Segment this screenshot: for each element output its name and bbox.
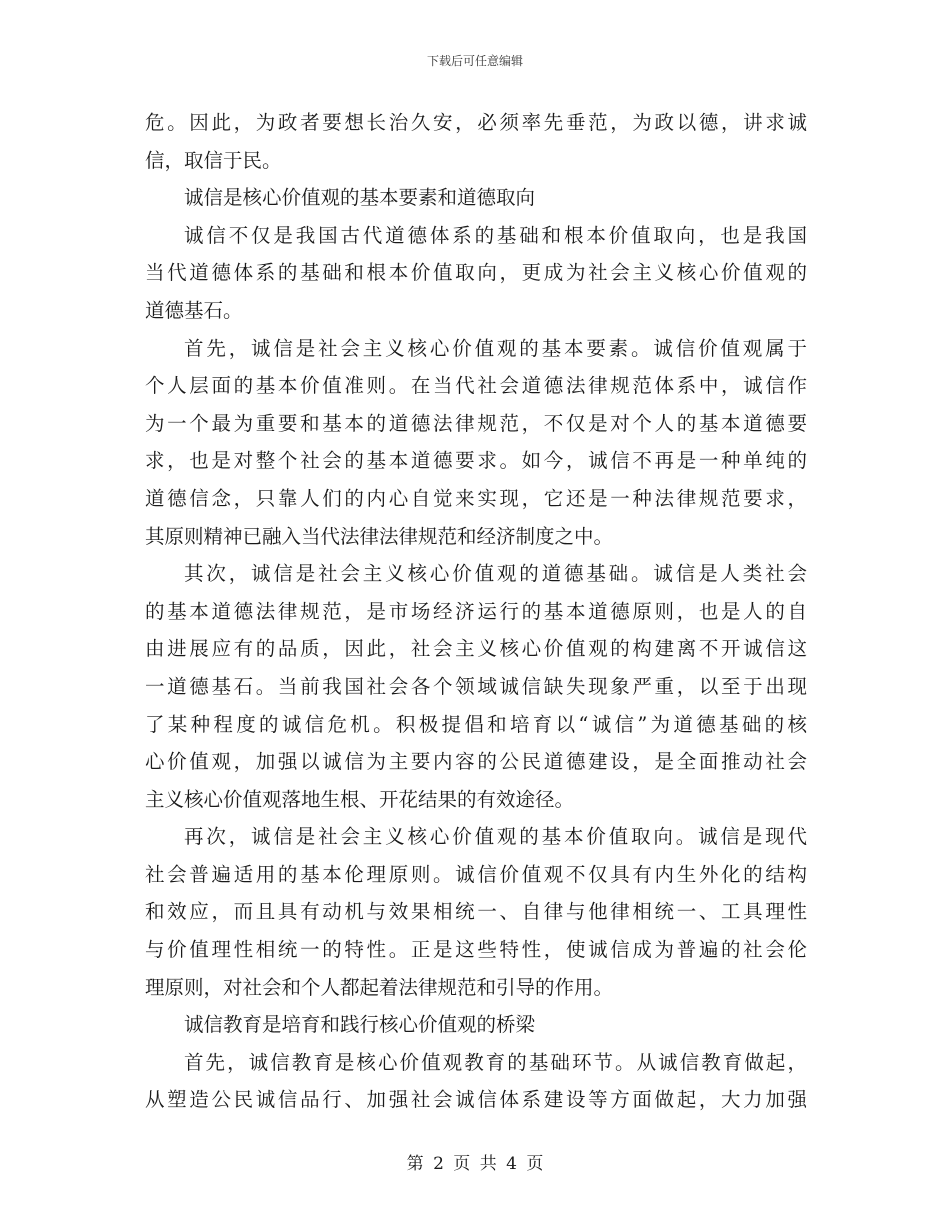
text-line: 理原则，对社会和个人都起着法律规范和引导的作用。 — [145, 975, 614, 999]
text-line: 心价值观，加强以诚信为主要内容的公民道德建设，是全面推动社会 — [145, 750, 807, 774]
section-heading: 诚信是核心价值观的基本要素和道德取向 — [184, 186, 536, 210]
text-line: 由进展应有的品质，因此，社会主义核心价值观的构建离不开诚信这 — [145, 637, 807, 661]
text-line: 信，取信于民。 — [145, 148, 282, 172]
text-line: 当代道德体系的基础和根本价值取向，更成为社会主义核心价值观的 — [145, 261, 807, 285]
text-line: 从塑造公民诚信品行、加强社会诚信体系建设等方面做起，大力加强 — [145, 1088, 807, 1112]
text-line: 个人层面的基本价值准则。在当代社会道德法律规范体系中，诚信作 — [145, 374, 807, 398]
paragraph-first-line: 再次，诚信是社会主义核心价值观的基本价值取向。诚信是现代 — [184, 825, 807, 849]
section-heading: 诚信教育是培育和践行核心价值观的桥梁 — [184, 1013, 536, 1037]
page-footer: 第 2 页 共 4 页 — [406, 1154, 544, 1174]
paragraph-first-line: 其次，诚信是社会主义核心价值观的道德基础。诚信是人类社会 — [184, 562, 807, 586]
text-line: 道德信念，只靠人们的内心自觉来实现，它还是一种法律规范要求， — [145, 486, 807, 510]
text-line: 道德基石。 — [145, 298, 243, 322]
text-line: 的基本道德法律规范，是市场经济运行的基本道德原则，也是人的自 — [145, 599, 807, 623]
text-line: 与价值理性相统一的特性。正是这些特性，使诚信成为普遍的社会伦 — [145, 938, 807, 962]
page-header-note: 下载后可任意编辑 — [426, 54, 523, 68]
text-line: 了某种程度的诚信危机。积极提倡和培育以“诚信”为道德基础的核 — [145, 712, 807, 736]
text-line: 为一个最为重要和基本的道德法律规范，不仅是对个人的基本道德要 — [145, 411, 807, 435]
text-line: 和效应，而且具有动机与效果相统一、自律与他律相统一、工具理性 — [145, 900, 807, 924]
text-line: 一道德基石。当前我国社会各个领域诚信缺失现象严重，以至于出现 — [145, 674, 807, 698]
text-line: 危。因此，为政者要想长治久安，必须率先垂范，为政以德，讲求诚 — [145, 111, 807, 134]
paragraph-first-line: 首先，诚信教育是核心价值观教育的基础环节。从诚信教育做起， — [184, 1050, 807, 1074]
text-line: 求，也是对整个社会的基本道德要求。如今，诚信不再是一种单纯的 — [145, 449, 807, 473]
text-line: 社会普遍适用的基本伦理原则。诚信价值观不仅具有内生外化的结构 — [145, 862, 807, 886]
paragraph-first-line: 首先，诚信是社会主义核心价值观的基本要素。诚信价值观属于 — [184, 336, 807, 360]
paragraph-first-line: 诚信不仅是我国古代道德体系的基础和根本价值取向，也是我国 — [184, 223, 807, 247]
document-body — [145, 104, 807, 1119]
text-line: 其原则精神已融入当代法律法律规范和经济制度之中。 — [145, 524, 614, 548]
text-line: 主义核心价值观落地生根、开花结果的有效途径。 — [145, 787, 575, 811]
